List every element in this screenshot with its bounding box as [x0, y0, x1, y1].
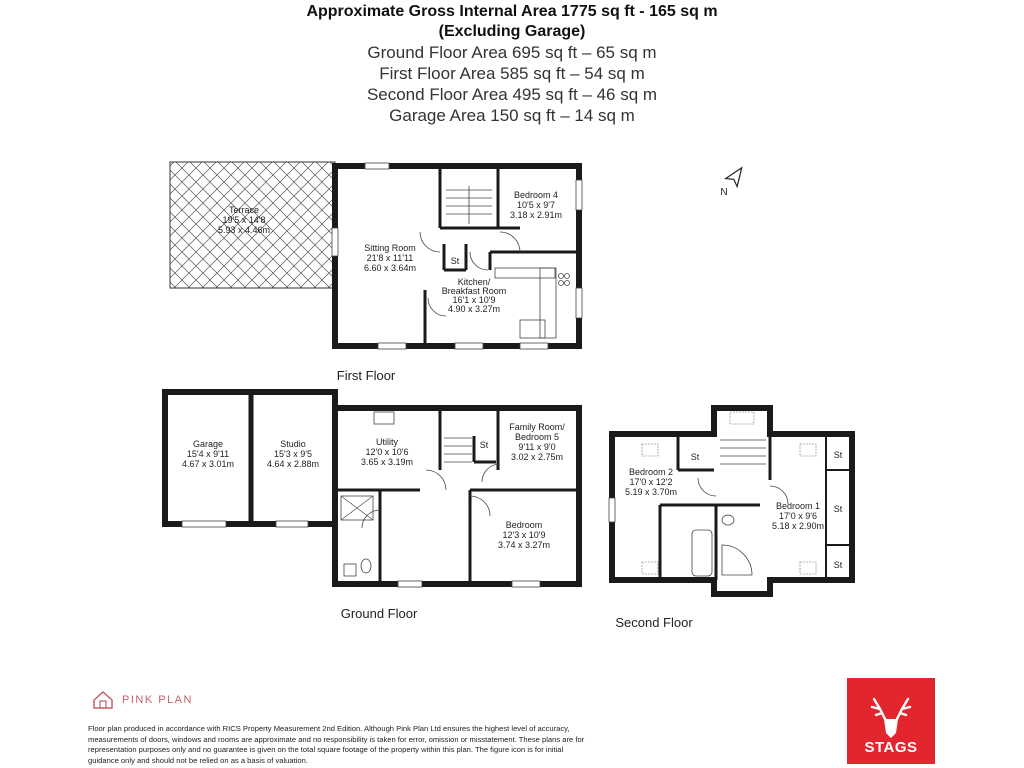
- family-room-dims-m: 3.02 x 2.75m: [510, 452, 564, 462]
- first-floor-area: First Floor Area 585 sq ft – 54 sq m: [379, 64, 645, 83]
- family-room-label-line2: Bedroom 5: [514, 432, 560, 442]
- garage-dims-m: 4.67 x 3.01m: [181, 459, 235, 469]
- bedroom1-label: Bedroom 1: [775, 501, 821, 511]
- bedroom2-dims-m: 5.19 x 3.70m: [624, 487, 678, 497]
- bedroom4-label: Bedroom 4: [513, 190, 559, 200]
- kitchen-label-line2: Breakfast Room: [441, 286, 507, 296]
- ground-floor-plan: [165, 392, 579, 621]
- utility-label: Utility: [376, 437, 398, 447]
- kitchen-dims-m: 4.90 x 3.27m: [447, 304, 501, 314]
- family-room-label-line1: Family Room/: [509, 422, 565, 432]
- brand-name: STAGS: [864, 739, 918, 756]
- sitting-room-dims-ft: 21'8 x 11'11: [366, 253, 414, 263]
- bedroom-dims-ft: 12'3 x 10'9: [502, 530, 546, 540]
- garage-area: Garage Area 150 sq ft – 14 sq m: [389, 106, 635, 125]
- first-floor-plan: [170, 162, 582, 383]
- terrace-dims-m: 5.93 x 4.46m: [217, 225, 271, 235]
- terrace-dims-ft: 19'5 x 14'8: [222, 215, 266, 225]
- first-floor-store-label: St: [450, 256, 460, 266]
- excluding-garage-note: (Excluding Garage): [438, 23, 586, 40]
- bedroom-label: Bedroom: [505, 520, 543, 530]
- pink-plan-logo: [92, 690, 193, 710]
- gross-area-title: Approximate Gross Internal Area 1775 sq ft - 165 sq m: [306, 3, 718, 20]
- kitchen-label-line1: Kitchen/: [457, 277, 491, 287]
- second-floor-store-label-3: St: [833, 504, 843, 514]
- stags-brand-logo: [847, 678, 935, 764]
- bedroom4-dims-ft: 10'5 x 9'7: [517, 200, 555, 210]
- second-floor-store-label-2: St: [833, 450, 843, 460]
- first-floor-title: First Floor: [336, 368, 396, 383]
- studio-dims-ft: 15'3 x 9'5: [274, 449, 312, 459]
- second-floor-plan: [609, 408, 852, 630]
- studio-dims-m: 4.64 x 2.88m: [266, 459, 320, 469]
- second-floor-area: Second Floor Area 495 sq ft – 46 sq m: [366, 85, 658, 104]
- bedroom1-dims-m: 5.18 x 2.90m: [771, 521, 825, 531]
- compass-icon: [720, 164, 747, 198]
- garage-label: Garage: [192, 439, 224, 449]
- ground-floor-store-label: St: [479, 440, 489, 450]
- house-icon: [92, 690, 114, 710]
- bedroom2-dims-ft: 17'0 x 12'2: [629, 477, 673, 487]
- utility-dims-ft: 12'0 x 10'6: [365, 447, 409, 457]
- ground-floor-area: Ground Floor Area 695 sq ft – 65 sq m: [367, 43, 657, 62]
- family-room-dims-ft: 9'11 x 9'0: [518, 442, 556, 452]
- bedroom4-dims-m: 3.18 x 2.91m: [509, 210, 563, 220]
- utility-dims-m: 3.65 x 3.19m: [360, 457, 414, 467]
- bedroom1-dims-ft: 17'0 x 9'6: [779, 511, 817, 521]
- bedroom2-label: Bedroom 2: [628, 467, 674, 477]
- disclaimer-text: Floor plan produced in accordance with RICS Property Measurement 2nd Edition. Although Pink Plan Ltd ensures the highest level of accuracy, measurements of doors, windows and rooms are approximate and no responsibility is taken for error, omission or misstatement. These plans are for representation purposes only and no guarantee is given on the total square footage of the property within this plan. The figure icon is for initial guidance only and should not be relied on as a basis of valuation.: [88, 724, 585, 765]
- stag-head-icon: [866, 695, 916, 739]
- ground-floor-title: Ground Floor: [340, 606, 418, 621]
- terrace-label: Terrace: [228, 205, 260, 215]
- sitting-room-label: Sitting Room: [364, 243, 416, 253]
- studio-label: Studio: [280, 439, 306, 449]
- second-floor-store-label-1: St: [690, 452, 700, 462]
- sitting-room-dims-m: 6.60 x 3.64m: [363, 263, 417, 273]
- second-floor-title: Second Floor: [615, 615, 693, 630]
- second-floor-store-label-4: St: [833, 560, 843, 570]
- garage-dims-ft: 15'4 x 9'11: [186, 449, 230, 459]
- bedroom-dims-m: 3.74 x 3.27m: [497, 540, 551, 550]
- logo-text: PINK PLAN: [122, 694, 193, 706]
- compass-label: N: [720, 187, 728, 198]
- kitchen-dims-ft: 16'1 x 10'9: [452, 295, 496, 305]
